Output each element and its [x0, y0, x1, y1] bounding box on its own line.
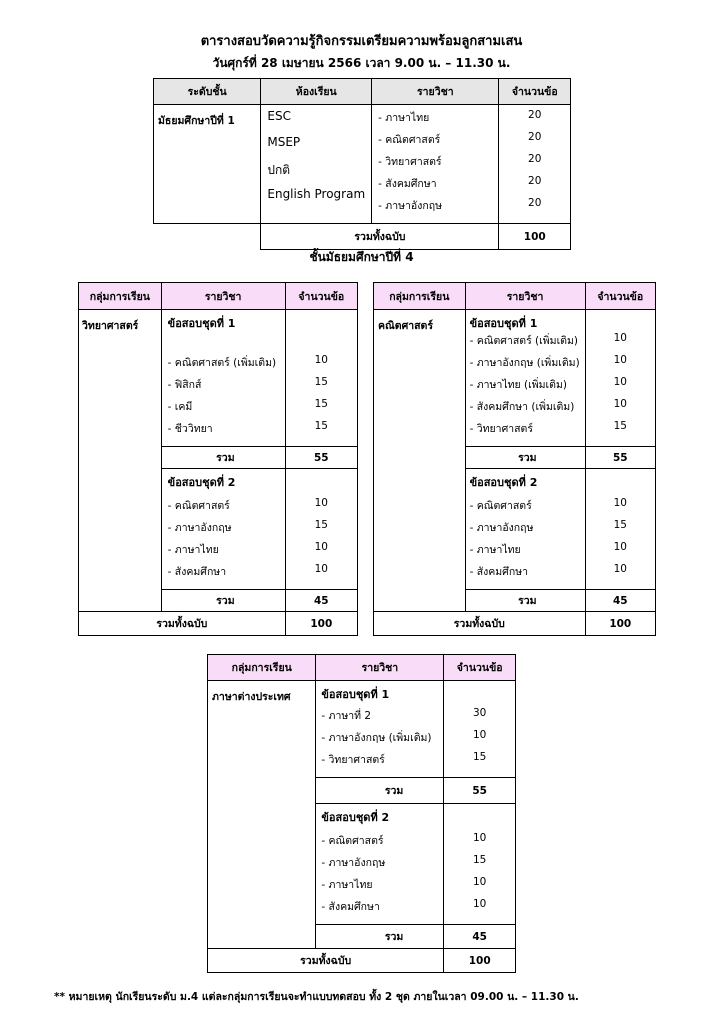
subject-item: - ชีววิทยา [167, 423, 213, 435]
subject-item: - สังคมศึกษา [321, 901, 380, 913]
set1-subjects [161, 310, 285, 447]
count-item: 20 [528, 131, 542, 143]
set2-title: ข้อสอบชุดที่ 2 [469, 476, 538, 489]
subject-item: - ภาษาไทย [378, 112, 430, 124]
count-item: 15 [472, 751, 487, 763]
count-item: 20 [528, 197, 542, 209]
set1-sum-label: รวม [161, 447, 285, 469]
total-value: 100 [285, 612, 357, 636]
room-item: ปกติ [267, 163, 291, 177]
header-group: กลุ่มการเรียน [79, 283, 162, 310]
subject-item: - คณิตศาสตร์ [469, 500, 532, 512]
header-subject: รายวิชา [372, 79, 499, 105]
total-value: 100 [585, 612, 655, 636]
count-item: 10 [314, 354, 328, 366]
subject-item: - ภาษาที่ 2 [321, 710, 372, 722]
count-item: 10 [314, 497, 328, 509]
subject-item: - ภาษาไทย [321, 879, 373, 891]
room-item: English Program [267, 187, 366, 201]
subject-item: - วิทยาศาสตร์ [469, 423, 533, 435]
header-subject: รายวิชา [316, 655, 444, 681]
count-item: 10 [613, 354, 627, 366]
set2-title: ข้อสอบชุดที่ 2 [167, 476, 236, 489]
subject-item: - คณิตศาสตร์ [321, 835, 384, 847]
header-subject: รายวิชา [161, 283, 285, 310]
group-name: วิทยาศาสตร์ [79, 310, 162, 612]
group-name: คณิตศาสตร์ [374, 310, 466, 612]
subject-item: - ภาษาอังกฤษ [321, 857, 386, 869]
m1-level: มัธยมศึกษาปีที่ 1 [154, 105, 261, 224]
set1-sum-label: รวม [316, 778, 444, 804]
count-item: 10 [472, 729, 487, 741]
count-item: 20 [528, 109, 542, 121]
set1-subjects [465, 310, 585, 447]
m4-heading: ชั้นมัธยมศึกษาปีที่ 4 [309, 250, 414, 264]
page-title: ตารางสอบวัดความรู้กิจกรรมเตรียมความพร้อมลูกสามเสน [200, 34, 523, 49]
count-item: 10 [314, 563, 328, 575]
set2-sum: 45 [444, 925, 516, 949]
header-count: จำนวนข้อ [444, 655, 516, 681]
set2-counts [585, 469, 655, 590]
language-table [207, 654, 516, 973]
set2-title: ข้อสอบชุดที่ 2 [321, 811, 390, 824]
count-item: 10 [314, 541, 328, 553]
set1-sum-label: รวม [465, 447, 585, 469]
room-item: MSEP [267, 135, 301, 149]
subject-item: - คณิตศาสตร์ (เพิ่มเติม) [469, 335, 579, 347]
header-count: จำนวนข้อ [585, 283, 655, 310]
subject-item: - คณิตศาสตร์ [378, 134, 441, 146]
count-item: 20 [528, 153, 542, 165]
m1-total-label: รวมทั้งฉบับ [261, 224, 499, 250]
subject-item: - ภาษาไทย [469, 544, 521, 556]
subject-item: - สังคมศึกษา [167, 566, 227, 578]
count-item: 10 [613, 398, 627, 410]
count-item: 15 [314, 376, 328, 388]
subject-item: - ภาษาอังกฤษ [167, 522, 232, 534]
subject-item: - ภาษาไทย [167, 544, 219, 556]
subject-item: - ภาษาอังกฤษ (เพิ่มเติม) [469, 357, 580, 369]
total-label: รวมทั้งฉบับ [79, 612, 286, 636]
m1-subjects [372, 105, 499, 224]
exam-date: วันศุกร์ที่ 28 เมษายน 2566 เวลา 9.00 น. – 11.30 น. [212, 56, 511, 70]
count-item: 10 [472, 876, 487, 888]
subject-item: - สังคมศึกษา (เพิ่มเติม) [469, 401, 575, 413]
subject-item: - สังคมศึกษา [469, 566, 529, 578]
set1-sum: 55 [585, 447, 655, 469]
header-group: กลุ่มการเรียน [374, 283, 466, 310]
subject-item: - คณิตศาสตร์ (เพิ่มเติม) [167, 357, 277, 369]
m1-table [153, 78, 571, 250]
total-value: 100 [444, 949, 516, 973]
subject-item: - สังคมศึกษา [378, 178, 437, 190]
set1-sum: 55 [444, 778, 516, 804]
count-item: 15 [314, 398, 328, 410]
set1-sum: 55 [285, 447, 357, 469]
count-item: 10 [472, 898, 487, 910]
math-table [373, 282, 656, 636]
subject-item: - ภาษาอังกฤษ [378, 200, 442, 212]
count-item: 10 [472, 832, 487, 844]
count-item: 15 [314, 519, 328, 531]
count-item: 20 [528, 175, 542, 187]
total-label: รวมทั้งฉบับ [374, 612, 586, 636]
set2-subjects [161, 469, 285, 590]
set1-title: ข้อสอบชุดที่ 1 [469, 317, 538, 330]
set1-counts [585, 310, 655, 447]
set2-subjects [316, 804, 444, 925]
science-table [78, 282, 358, 636]
set1-counts [285, 310, 357, 447]
footnote: ** หมายเหตุ นักเรียนระดับ ม.4 แต่ละกลุ่มการเรียนจะทำแบบทดสอบ ทั้ง 2 ชุด ภายในเวลา 09.00 น. – 11.30 น. [54, 991, 579, 1003]
subject-item: - คณิตศาสตร์ [167, 500, 230, 512]
header-level: ระดับชั้น [154, 79, 261, 105]
set1-counts [444, 681, 516, 778]
count-item: 10 [613, 563, 627, 575]
subject-item: - วิทยาศาสตร์ [378, 156, 442, 168]
m1-total: 100 [499, 224, 571, 250]
set1-subjects [316, 681, 444, 778]
header-count: จำนวนข้อ [499, 79, 571, 105]
set2-sum: 45 [285, 590, 357, 612]
count-item: 30 [472, 707, 487, 719]
group-name: ภาษาต่างประเทศ [208, 681, 316, 949]
count-item: 10 [613, 497, 627, 509]
set2-sum: 45 [585, 590, 655, 612]
count-item: 15 [613, 519, 627, 531]
set1-title: ข้อสอบชุดที่ 1 [167, 317, 236, 330]
subject-item: - ภาษาไทย (เพิ่มเติม) [469, 379, 567, 391]
count-item: 15 [472, 854, 487, 866]
header-group: กลุ่มการเรียน [208, 655, 316, 681]
set2-counts [444, 804, 516, 925]
subject-item: - วิทยาศาสตร์ [321, 754, 385, 766]
subject-item: - ฟิสิกส์ [167, 379, 202, 391]
header-subject: รายวิชา [465, 283, 585, 310]
room-item: ESC [267, 109, 291, 123]
total-label: รวมทั้งฉบับ [208, 949, 444, 973]
set2-sum-label: รวม [465, 590, 585, 612]
subject-item: - ภาษาอังกฤษ (เพิ่มเติม) [321, 732, 432, 744]
subject-item: - เคมี [167, 401, 193, 413]
set2-counts [285, 469, 357, 590]
header-room: ห้องเรียน [261, 79, 372, 105]
count-item: 10 [613, 332, 627, 344]
header-count: จำนวนข้อ [285, 283, 357, 310]
m1-rooms [261, 105, 372, 224]
set2-sum-label: รวม [316, 925, 444, 949]
count-item: 10 [613, 541, 627, 553]
m1-counts [499, 105, 571, 224]
set2-subjects [465, 469, 585, 590]
count-item: 15 [613, 420, 627, 432]
set1-title: ข้อสอบชุดที่ 1 [321, 688, 390, 701]
count-item: 10 [613, 376, 627, 388]
count-item: 15 [314, 420, 328, 432]
set2-sum-label: รวม [161, 590, 285, 612]
subject-item: - ภาษาอังกฤษ [469, 522, 534, 534]
